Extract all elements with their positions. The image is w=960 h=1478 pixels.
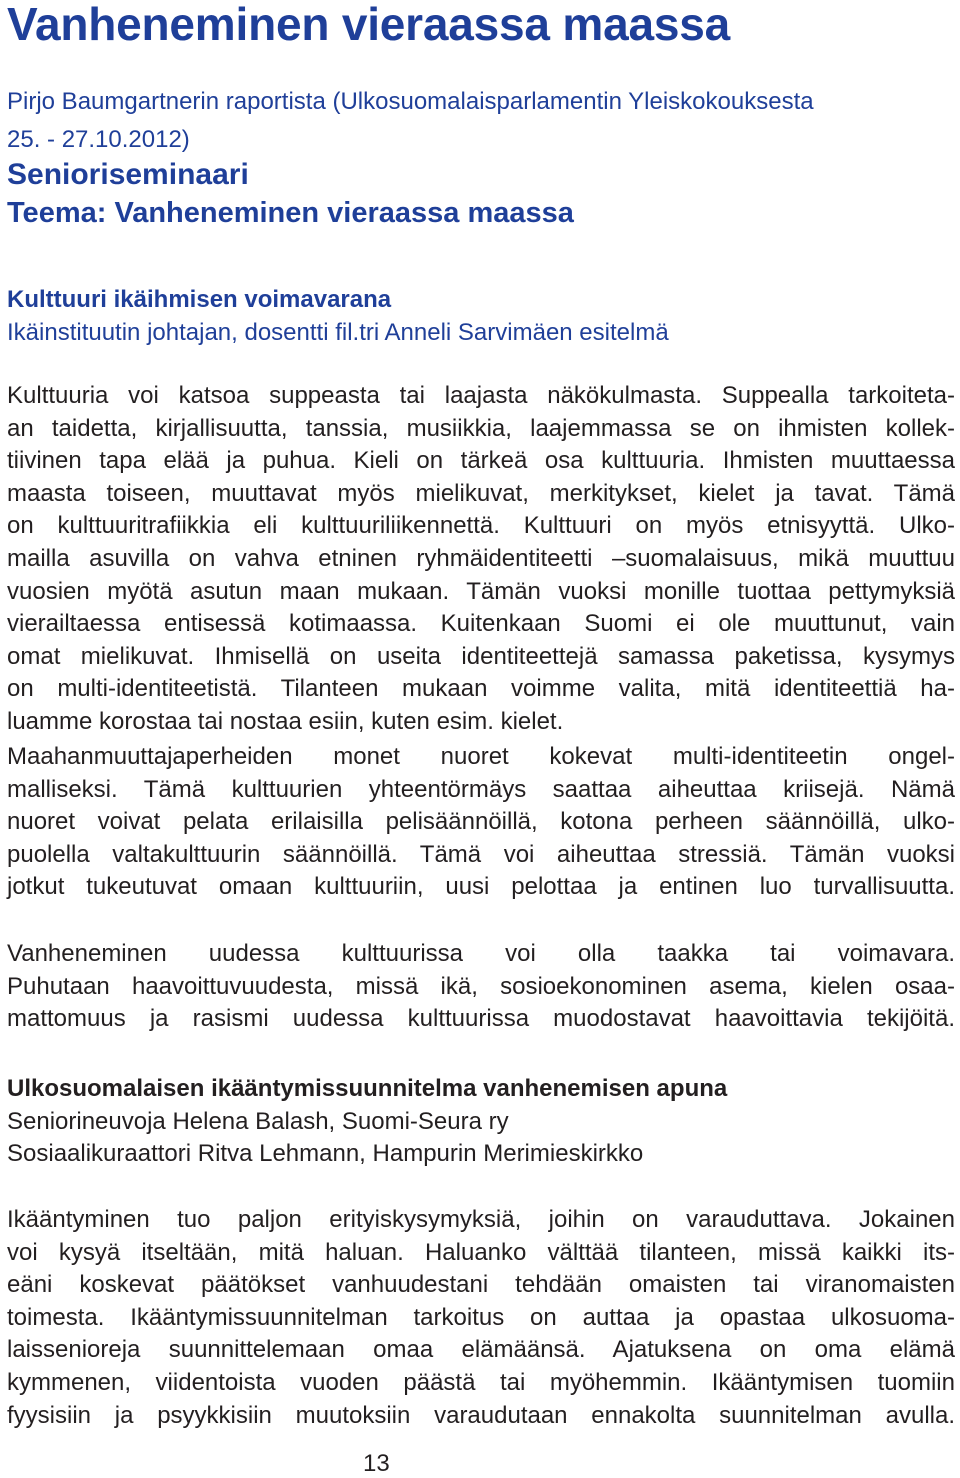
text-line: Vanheneminen uudessa kulttuurissa voi olla taakka tai voimavara. xyxy=(7,940,955,967)
text-line: puolella valtakulttuurin säännöillä. Tämä voi aiheuttaa stressiä. Tämän vuoksi xyxy=(7,840,955,868)
section-heading: Kulttuuri ikäihmisen voimavarana xyxy=(7,286,392,313)
text-line: tiivinen tapa elää ja puhua. Kieli on tärkeä osa kulttuuria. Ihmisten muuttaessa xyxy=(7,447,955,475)
page-title: Vanheneminen vieraassa maassa xyxy=(7,0,730,50)
text-line: luamme korostaa tai nostaa esiin, kuten esim. kielet. xyxy=(7,707,564,735)
section-heading: Ulkosuomalaisen ikääntymissuunnitelma vanhenemisen apuna xyxy=(7,1075,728,1102)
seminar-heading: Senioriseminaari xyxy=(7,158,249,192)
text-line: jotkut tukeutuvat omaan kulttuuriin, uusi pelottaa ja entinen luo turvallisuutta. xyxy=(7,873,955,901)
page-number: 13 xyxy=(363,1450,390,1477)
text-line: nuoret voivat pelata erilaisilla pelisäännöillä, kotona perheen säännöillä, ulko- xyxy=(7,808,955,836)
text-line: eäni koskevat päätökset vanhuudestani tehdään omaisten tai viranomaisten xyxy=(7,1271,955,1299)
section-byline: Ikäinstituutin johtajan, dosentti fil.tri Anneli Sarvimäen esitelmä xyxy=(7,318,669,346)
text-line: toimesta. Ikääntymissuunnitelman tarkoitus on auttaa ja opastaa ulkosuoma- xyxy=(7,1303,955,1331)
text-line: kymmenen, viidentoista vuoden päästä tai myöhemmin. Ikääntymisen tuomiin xyxy=(7,1368,955,1396)
text-line: vuosien myötä asutun maan mukaan. Tämän vuoksi monille tuottaa pettymyksiä xyxy=(7,577,955,605)
text-line: malliseksi. Tämä kulttuurien yhteentörmäys saattaa aiheuttaa kriisejä. Nämä xyxy=(7,775,955,803)
section2-paragraph-1 xyxy=(7,1204,955,1432)
text-line: Puhutaan haavoittuvuudesta, missä ikä, sosioekonominen asema, kielen osaa- xyxy=(7,972,955,1000)
section-byline: Seniorineuvoja Helena Balash, Suomi-Seura ry xyxy=(7,1107,509,1135)
section-byline: Sosiaalikuraattori Ritva Lehmann, Hampurin Merimieskirkko xyxy=(7,1140,644,1168)
text-line: maasta toiseen, muuttavat myös mielikuvat, merkitykset, kielet ja tavat. Tämä xyxy=(7,479,955,507)
text-line: an taidetta, kirjallisuutta, tanssia, musiikkia, laajemmassa se on ihmisten kollek- xyxy=(7,414,955,442)
text-line: Kulttuuria voi katsoa suppeasta tai laajasta näkökulmasta. Suppealla tarkoiteta- xyxy=(7,382,955,409)
intro-block xyxy=(7,86,955,232)
theme-heading: Teema: Vanheneminen vieraassa maassa xyxy=(7,197,574,230)
text-line: fyysisiin ja psyykkisiin muutoksiin varaudutaan ennakolta suunnitelman avulla. xyxy=(7,1401,955,1429)
section1-paragraph-2 xyxy=(7,741,955,904)
section2-header xyxy=(7,1073,955,1171)
section1-header xyxy=(7,284,955,349)
text-line: Ikääntyminen tuo paljon erityiskysymyksiä, joihin on varauduttava. Jokainen xyxy=(7,1206,955,1233)
text-line: laissenioreja suunnittelemaan omaa elämäänsä. Ajatuksena on oma elämä xyxy=(7,1336,955,1364)
intro-line: Pirjo Baumgartnerin raportista (Ulkosuomalaisparlamentin Yleiskokouksesta xyxy=(7,88,814,115)
text-line: mattomuus ja rasismi uudessa kulttuurissa muodostavat haavoittavia tekijöitä. xyxy=(7,1005,955,1033)
text-line: on multi-identiteetistä. Tilanteen mukaan voimme valita, mitä identiteettiä ha- xyxy=(7,675,955,703)
text-line: mailla asuvilla on vahva etninen ryhmäidentiteetti –suomalaisuus, mikä muuttuu xyxy=(7,544,955,572)
text-line: omat mielikuvat. Ihmisellä on useita identiteettejä samassa paketissa, kysymys xyxy=(7,642,955,670)
text-line: vierailtaessa entisessä kotimaassa. Kuitenkaan Suomi ei ole muuttunut, vain xyxy=(7,610,955,638)
section1-paragraph-1 xyxy=(7,380,955,739)
section1-paragraph-3 xyxy=(7,938,955,1036)
text-line: on kulttuuritrafiikkia eli kulttuuriliikennettä. Kulttuuri on myös etnisyyttä. Ulko- xyxy=(7,512,955,540)
text-line: voi kysyä itseltään, mitä haluan. Haluanko välttää tilanteen, missä kaikki its- xyxy=(7,1238,955,1266)
intro-line: 25. - 27.10.2012) xyxy=(7,125,190,153)
text-line: Maahanmuuttajaperheiden monet nuoret kokevat multi-identiteetin ongel- xyxy=(7,743,955,770)
